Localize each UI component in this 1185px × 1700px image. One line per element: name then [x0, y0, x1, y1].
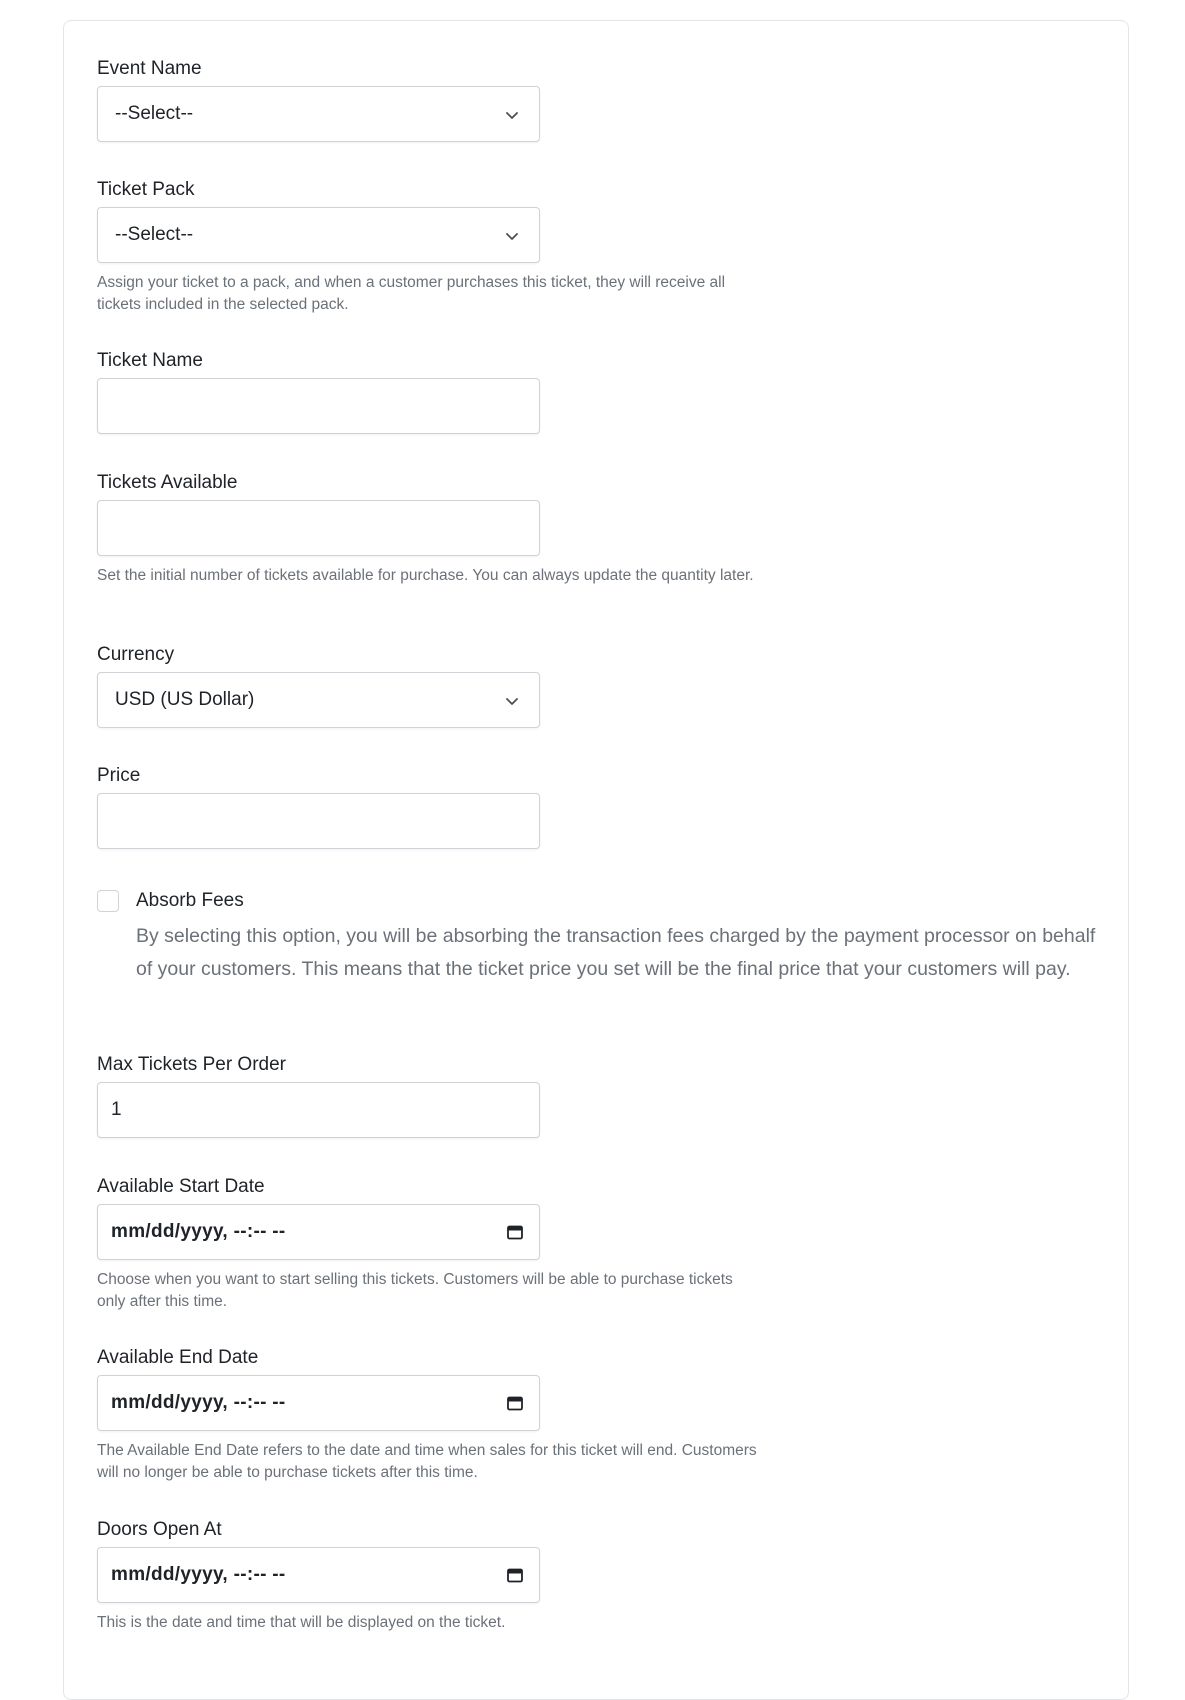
doors-open-value: mm/dd/yyyy, --:-- -- [111, 1564, 286, 1585]
calendar-icon[interactable] [506, 1566, 524, 1584]
doors-open-field [97, 1519, 857, 1634]
ticket-pack-label: Ticket Pack [97, 179, 195, 200]
start-date-help: Choose when you want to start selling this tickets. Customers will be able to purchase tickets only after this time. [97, 1271, 733, 1310]
event-name-label: Event Name [97, 58, 202, 79]
tickets-available-help: Set the initial number of tickets available for purchase. You can always update the quantity later. [97, 567, 754, 584]
absorb-fees-description: By selecting this option, you will be absorbing the transaction fees charged by the payment processor on behalf of your customers. This means that the ticket price you set will be the final price that your customers will pay. [136, 925, 1096, 980]
ticket-pack-select[interactable] [97, 207, 540, 263]
ticket-pack-field [97, 179, 857, 316]
max-tickets-input[interactable] [98, 1083, 539, 1137]
ticket-name-label: Ticket Name [97, 350, 203, 371]
ticket-pack-help: Assign your ticket to a pack, and when a customer purchases this ticket, they will receive all tickets included in the selected pack. [97, 274, 726, 313]
currency-label: Currency [97, 644, 175, 665]
start-date-label: Available Start Date [97, 1176, 265, 1197]
end-date-help: The Available End Date refers to the date and time when sales for this ticket will end. Customers will no longer be able to purchase tickets after this time. [97, 1442, 757, 1481]
tickets-available-field [97, 472, 857, 587]
start-date-input[interactable] [97, 1204, 540, 1260]
absorb-fees-checkbox[interactable] [97, 890, 119, 912]
chevron-down-icon [503, 106, 521, 124]
currency-field [97, 644, 857, 728]
ticket-name-input[interactable] [98, 379, 539, 433]
doors-open-input[interactable] [97, 1547, 540, 1603]
end-date-field [97, 1347, 857, 1484]
currency-select[interactable] [97, 672, 540, 728]
calendar-icon[interactable] [506, 1223, 524, 1241]
calendar-icon[interactable] [506, 1394, 524, 1412]
price-input-box [97, 793, 540, 849]
event-name-select[interactable] [97, 86, 540, 142]
tickets-available-input[interactable] [98, 501, 539, 555]
start-date-field [97, 1176, 857, 1313]
ticket-name-field [97, 350, 857, 434]
end-date-value: mm/dd/yyyy, --:-- -- [111, 1392, 286, 1413]
end-date-input[interactable] [97, 1375, 540, 1431]
chevron-down-icon [503, 692, 521, 710]
max-tickets-field [97, 1054, 857, 1138]
end-date-label: Available End Date [97, 1347, 259, 1368]
max-tickets-label: Max Tickets Per Order [97, 1054, 286, 1075]
tickets-available-label: Tickets Available [97, 472, 238, 493]
event-name-selected-value: --Select-- [115, 103, 194, 124]
price-field [97, 765, 857, 849]
max-tickets-input-box [97, 1082, 540, 1138]
tickets-available-input-box [97, 500, 540, 556]
chevron-down-icon [503, 227, 521, 245]
absorb-fees-label[interactable]: Absorb Fees [136, 890, 244, 911]
event-name-field [97, 58, 857, 142]
price-label: Price [97, 765, 141, 786]
ticket-pack-selected-value: --Select-- [115, 224, 194, 245]
price-input[interactable] [98, 794, 539, 848]
ticket-name-input-box [97, 378, 540, 434]
currency-selected-value: USD (US Dollar) [115, 689, 255, 710]
doors-open-help: This is the date and time that will be displayed on the ticket. [97, 1614, 506, 1631]
start-date-value: mm/dd/yyyy, --:-- -- [111, 1221, 286, 1242]
doors-open-label: Doors Open At [97, 1519, 222, 1540]
